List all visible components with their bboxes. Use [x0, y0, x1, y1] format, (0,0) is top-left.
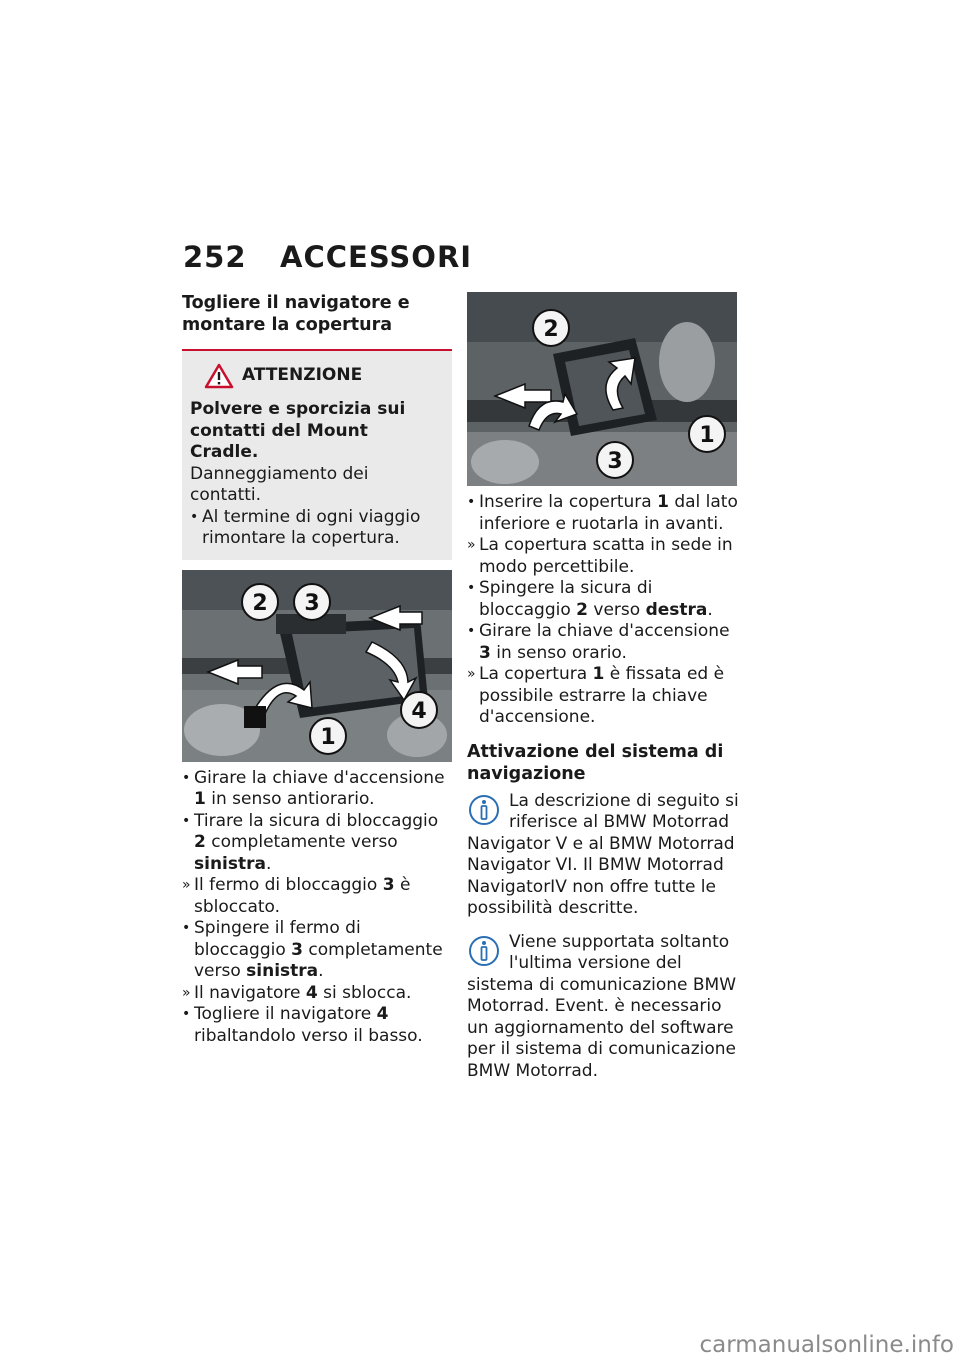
figure-callout-2: 2	[543, 317, 559, 342]
step-text	[194, 768, 452, 811]
step-item	[182, 918, 452, 983]
step-text-part: Il navigatore	[194, 982, 306, 1003]
step-text	[194, 918, 452, 983]
result-text	[479, 664, 741, 729]
figure-callout-1: 1	[320, 724, 336, 750]
step-text-part: .	[318, 961, 324, 981]
step-text	[479, 621, 741, 664]
step-text-part: .	[265, 853, 272, 874]
callout-ref: 1	[657, 492, 669, 512]
step-text-part: è fissata ed è possibile estrarre la chiave d'accensione.	[479, 664, 725, 727]
step-text-part: Inserire la copertura	[479, 492, 658, 512]
figure-callout-3: 3	[304, 590, 320, 616]
result-text	[194, 875, 452, 918]
step-text-part: si sblocca.	[317, 982, 412, 1003]
callout-ref: 3	[479, 642, 491, 663]
warning-action	[190, 507, 442, 550]
step-text-part: Girare la chiave d'accensione	[479, 621, 730, 641]
left-steps-list	[182, 768, 452, 1048]
footer-watermark: carmanualsonline.info	[699, 1332, 954, 1358]
warning-body	[190, 399, 442, 550]
figure-callout-1: 1	[699, 423, 715, 448]
section-title-remove: Togliere il navigatore e montare la copertura	[182, 293, 410, 335]
result-text: La copertura scatta in sede in modo percettibile.	[479, 535, 733, 577]
warning-cause: Polvere e sporcizia sui contatti del Mount Cradle.	[190, 399, 406, 462]
step-marker: •	[182, 812, 191, 829]
step-text-part: completamente verso	[205, 832, 398, 852]
result-item	[467, 664, 741, 729]
left-column	[182, 292, 452, 1047]
info-text-1: La descrizione di seguito si riferisce al BMW Motorrad Navigator V e al BMW Motorrad Navigator VI. Il BMW Motorrad NavigatorIV non offre tutte le possibilità descritte.	[467, 790, 739, 918]
callout-ref: 2	[194, 832, 206, 852]
right-steps-list	[467, 492, 741, 729]
section-title-navigation: Attivazione del sistema di navigazione	[467, 741, 724, 784]
step-text-part: completamente verso	[194, 939, 443, 981]
figure-callout-4: 4	[411, 698, 427, 724]
page-number: 252	[183, 240, 247, 274]
page-header	[183, 240, 472, 274]
info-text-2: Viene supportata soltanto l'ultima versione del sistema di comunicazione BMW Motorrad. Event. è necessario un aggiornamento del software per il sistema di comunicazione BMW Motorrad.	[467, 931, 737, 1081]
step-item	[467, 621, 741, 664]
step-text-part: Spingere il fermo di bloccaggio	[194, 918, 361, 960]
step-item	[182, 811, 452, 876]
info-icon	[467, 934, 501, 974]
right-column	[467, 292, 741, 1082]
step-item	[467, 578, 741, 621]
step-text-part: in senso antiorario.	[205, 789, 375, 809]
result-marker: »	[182, 877, 191, 893]
step-text-part: ribaltandolo verso il basso.	[194, 1025, 423, 1046]
step-marker: •	[182, 920, 191, 936]
result-marker: »	[182, 984, 191, 1001]
step-text-part: è sbloccato.	[194, 875, 411, 917]
step-marker: •	[182, 1006, 191, 1022]
callout-ref: 4	[305, 982, 318, 1003]
warning-box	[182, 349, 452, 560]
result-marker: »	[467, 537, 476, 553]
info-note-2	[467, 932, 741, 1083]
info-note-1	[467, 791, 741, 920]
direction-word: destra	[645, 599, 708, 620]
figure-remove-navigator	[182, 570, 452, 762]
step-text-part: .	[707, 599, 713, 620]
step-text	[479, 578, 741, 621]
step-text-part: Il fermo di bloccaggio	[194, 875, 383, 895]
step-text-part: verso	[587, 599, 646, 620]
step-text-part: Tirare la sicura di bloccaggio	[194, 810, 439, 831]
direction-word: sinistra	[246, 961, 319, 981]
callout-ref: 3	[291, 939, 303, 960]
figure-mount-cover	[467, 292, 737, 486]
result-item	[182, 983, 452, 1005]
warning-consequence: Danneggiamento dei contatti.	[190, 463, 369, 505]
step-text	[194, 1004, 452, 1047]
step-text-part: dal lato inferiore e ruotarla in avanti.	[479, 492, 738, 534]
step-text-part: Girare la chiave d'accensione	[194, 767, 445, 788]
warning-header	[204, 363, 442, 389]
warning-triangle-icon	[204, 363, 234, 389]
step-marker: •	[182, 769, 191, 786]
step-text-part: in senso orario.	[490, 642, 627, 663]
callout-ref: 2	[576, 599, 588, 620]
result-item	[467, 535, 741, 578]
figure-callout-2: 2	[252, 590, 268, 616]
info-icon	[467, 793, 501, 833]
chapter-title: ACCESSORI	[280, 240, 473, 274]
step-item	[182, 768, 452, 811]
step-marker: •	[467, 494, 476, 510]
step-text	[194, 811, 452, 876]
step-text	[479, 492, 741, 535]
callout-ref: 1	[592, 664, 605, 684]
step-item	[182, 1004, 452, 1047]
result-text	[194, 983, 452, 1005]
step-text-part: Togliere il navigatore	[194, 1004, 377, 1024]
step-marker: •	[467, 623, 476, 639]
callout-ref: 1	[194, 789, 206, 809]
bullet-marker: •	[190, 508, 199, 525]
step-text-part: La copertura	[479, 664, 593, 684]
callout-ref: 3	[382, 875, 395, 895]
callout-ref: 4	[376, 1004, 389, 1024]
figure-callout-3: 3	[607, 449, 623, 474]
step-marker: •	[467, 580, 476, 596]
result-marker: »	[467, 666, 476, 682]
step-item	[467, 492, 741, 535]
direction-word: sinistra	[194, 853, 266, 874]
result-item	[182, 875, 452, 918]
step-text-part: Spingere la sicura di bloccaggio	[479, 578, 653, 620]
warning-label: ATTENZIONE	[242, 365, 363, 386]
warning-action-text: Al termine di ogni viaggio rimontare la copertura.	[202, 506, 421, 548]
